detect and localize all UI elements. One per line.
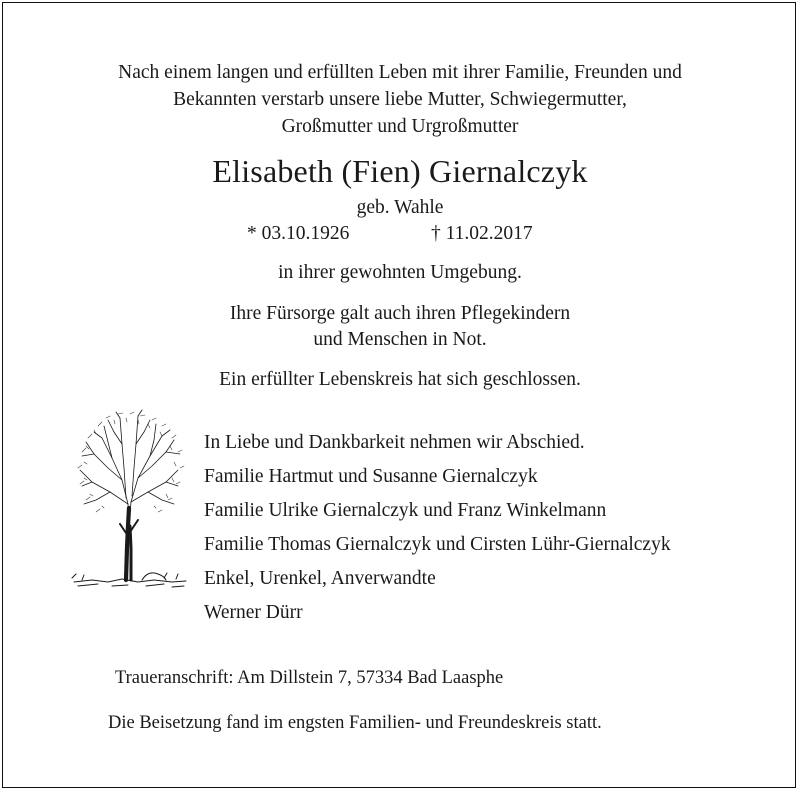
family-line: Familie Hartmut und Susanne Giernalczyk [204, 466, 538, 487]
intro-line: Bekannten verstarb unsere liebe Mutter, Schwiegermutter, [173, 89, 627, 110]
family-line: Familie Ulrike Giernalczyk und Franz Winkelmann [204, 500, 607, 521]
burial-note: Die Beisetzung fand im engsten Familien- und Freundeskreis statt. [108, 713, 602, 733]
family-list [204, 430, 671, 634]
intro-line: Großmutter und Urgroßmutter [281, 116, 519, 137]
mourning-address: Traueranschrift: Am Dillstein 7, 57334 Bad Laasphe [115, 668, 504, 688]
life-dates [0, 221, 800, 247]
circle-line: Ein erfüllter Lebenskreis hat sich geschlossen. [219, 369, 581, 390]
family-line: Enkel, Urenkel, Anverwandte [204, 568, 436, 589]
care-text [0, 301, 800, 353]
family-line: Werner Dürr [204, 602, 303, 623]
family-line: In Liebe und Dankbarkeit nehmen wir Abschied. [204, 432, 585, 453]
born-name: geb. Wahle [356, 197, 444, 218]
family-line: Familie Thomas Giernalczyk und Cirsten Lühr-Giernalczyk [204, 534, 671, 555]
care-line: Ihre Fürsorge galt auch ihren Pflegekindern [229, 303, 571, 324]
birth-date: * 03.10.1926 [247, 223, 350, 244]
deceased-name: Elisabeth (Fien) Giernalczyk [212, 153, 588, 189]
place-line: in ihrer gewohnten Umgebung. [278, 262, 522, 283]
intro-line: Nach einem langen und erfüllten Leben mit ihrer Familie, Freunden und [118, 62, 682, 83]
death-date: † 11.02.2017 [431, 223, 533, 244]
intro-text [0, 59, 800, 140]
care-line: und Menschen in Not. [313, 329, 487, 350]
tree-icon [68, 408, 190, 590]
